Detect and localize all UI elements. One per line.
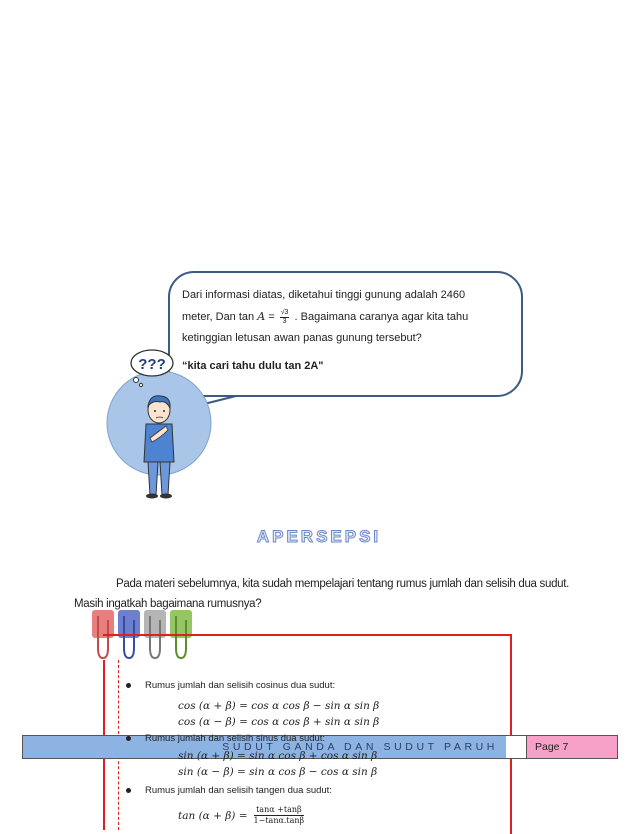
tangent-heading: Rumus jumlah dan selisih tangen dua sudut:: [145, 785, 332, 796]
tan-sum-fraction: [254, 805, 305, 826]
tan-fraction-numerator: tanα +tanβ: [254, 805, 305, 816]
section-title: APERSEPSI: [256, 527, 382, 546]
sin-diff-formula: sin (α − β) = sin α cos β − cos α sin β: [178, 766, 378, 778]
bubble-hint: “kita cari tahu dulu tan 2A": [182, 360, 324, 372]
thinking-student-illustration: [106, 340, 212, 500]
bullet-icon: [126, 788, 131, 793]
fraction-denominator: 3: [282, 317, 287, 325]
sin-sum-formula: sin (α + β) = sin α cos β + cos α sin β: [178, 750, 378, 762]
sine-heading: Rumus jumlah dan selisih sinus dua sudut:: [145, 733, 326, 744]
tan-sum-lhs: tan (α + β) =: [178, 809, 248, 822]
equals-sign: =: [265, 311, 278, 323]
fraction-numerator: √3: [280, 308, 289, 316]
bubble-line-3: ketinggian letusan awan panas gunung tersebut?: [182, 332, 422, 344]
tangent-heading-item: [126, 785, 332, 796]
bullet-icon: [126, 736, 131, 741]
bullet-icon: [126, 683, 131, 688]
footer-separator: [506, 735, 526, 759]
cos-sum-formula: cos (α + β) = cos α cos β − sin α sin β: [178, 700, 380, 712]
sine-heading-item: [126, 733, 325, 744]
cos-diff-formula: cos (α − β) = cos α cos β + sin α sin β: [178, 716, 380, 728]
bubble-line-1: Dari informasi diatas, diketahui tinggi gunung adalah 2460: [182, 289, 466, 301]
intro-paragraph: Pada materi sebelumnya, kita sudah mempelajari tentang rumus jumlah dan selisih dua sudut. Masih ingatkah bagaimana rumusnya?: [74, 578, 570, 610]
tan-fraction-denominator: 1−tanα.tanβ: [253, 816, 305, 825]
footer-chapter-label: SUDUT GANDA DAN SUDUT PARUH: [222, 741, 498, 753]
sqrt3-over-3-fraction: [280, 309, 290, 326]
footer-page-box: [526, 735, 618, 759]
svg-text:???: ???: [138, 356, 166, 373]
variable-a: A: [257, 310, 266, 323]
cosine-heading: Rumus jumlah dan selisih cosinus dua sudut:: [145, 680, 336, 691]
cosine-heading-item: [126, 680, 335, 691]
bubble-line-2-suffix: . Bagaimana caranya agar kita tahu: [291, 311, 469, 323]
bubble-line-2-prefix: meter, Dan tan: [182, 311, 258, 323]
tan-sum-formula: [178, 805, 306, 826]
speech-bubble: [168, 271, 523, 397]
page-number: Page 7: [535, 741, 569, 753]
bubble-text: [182, 285, 507, 349]
